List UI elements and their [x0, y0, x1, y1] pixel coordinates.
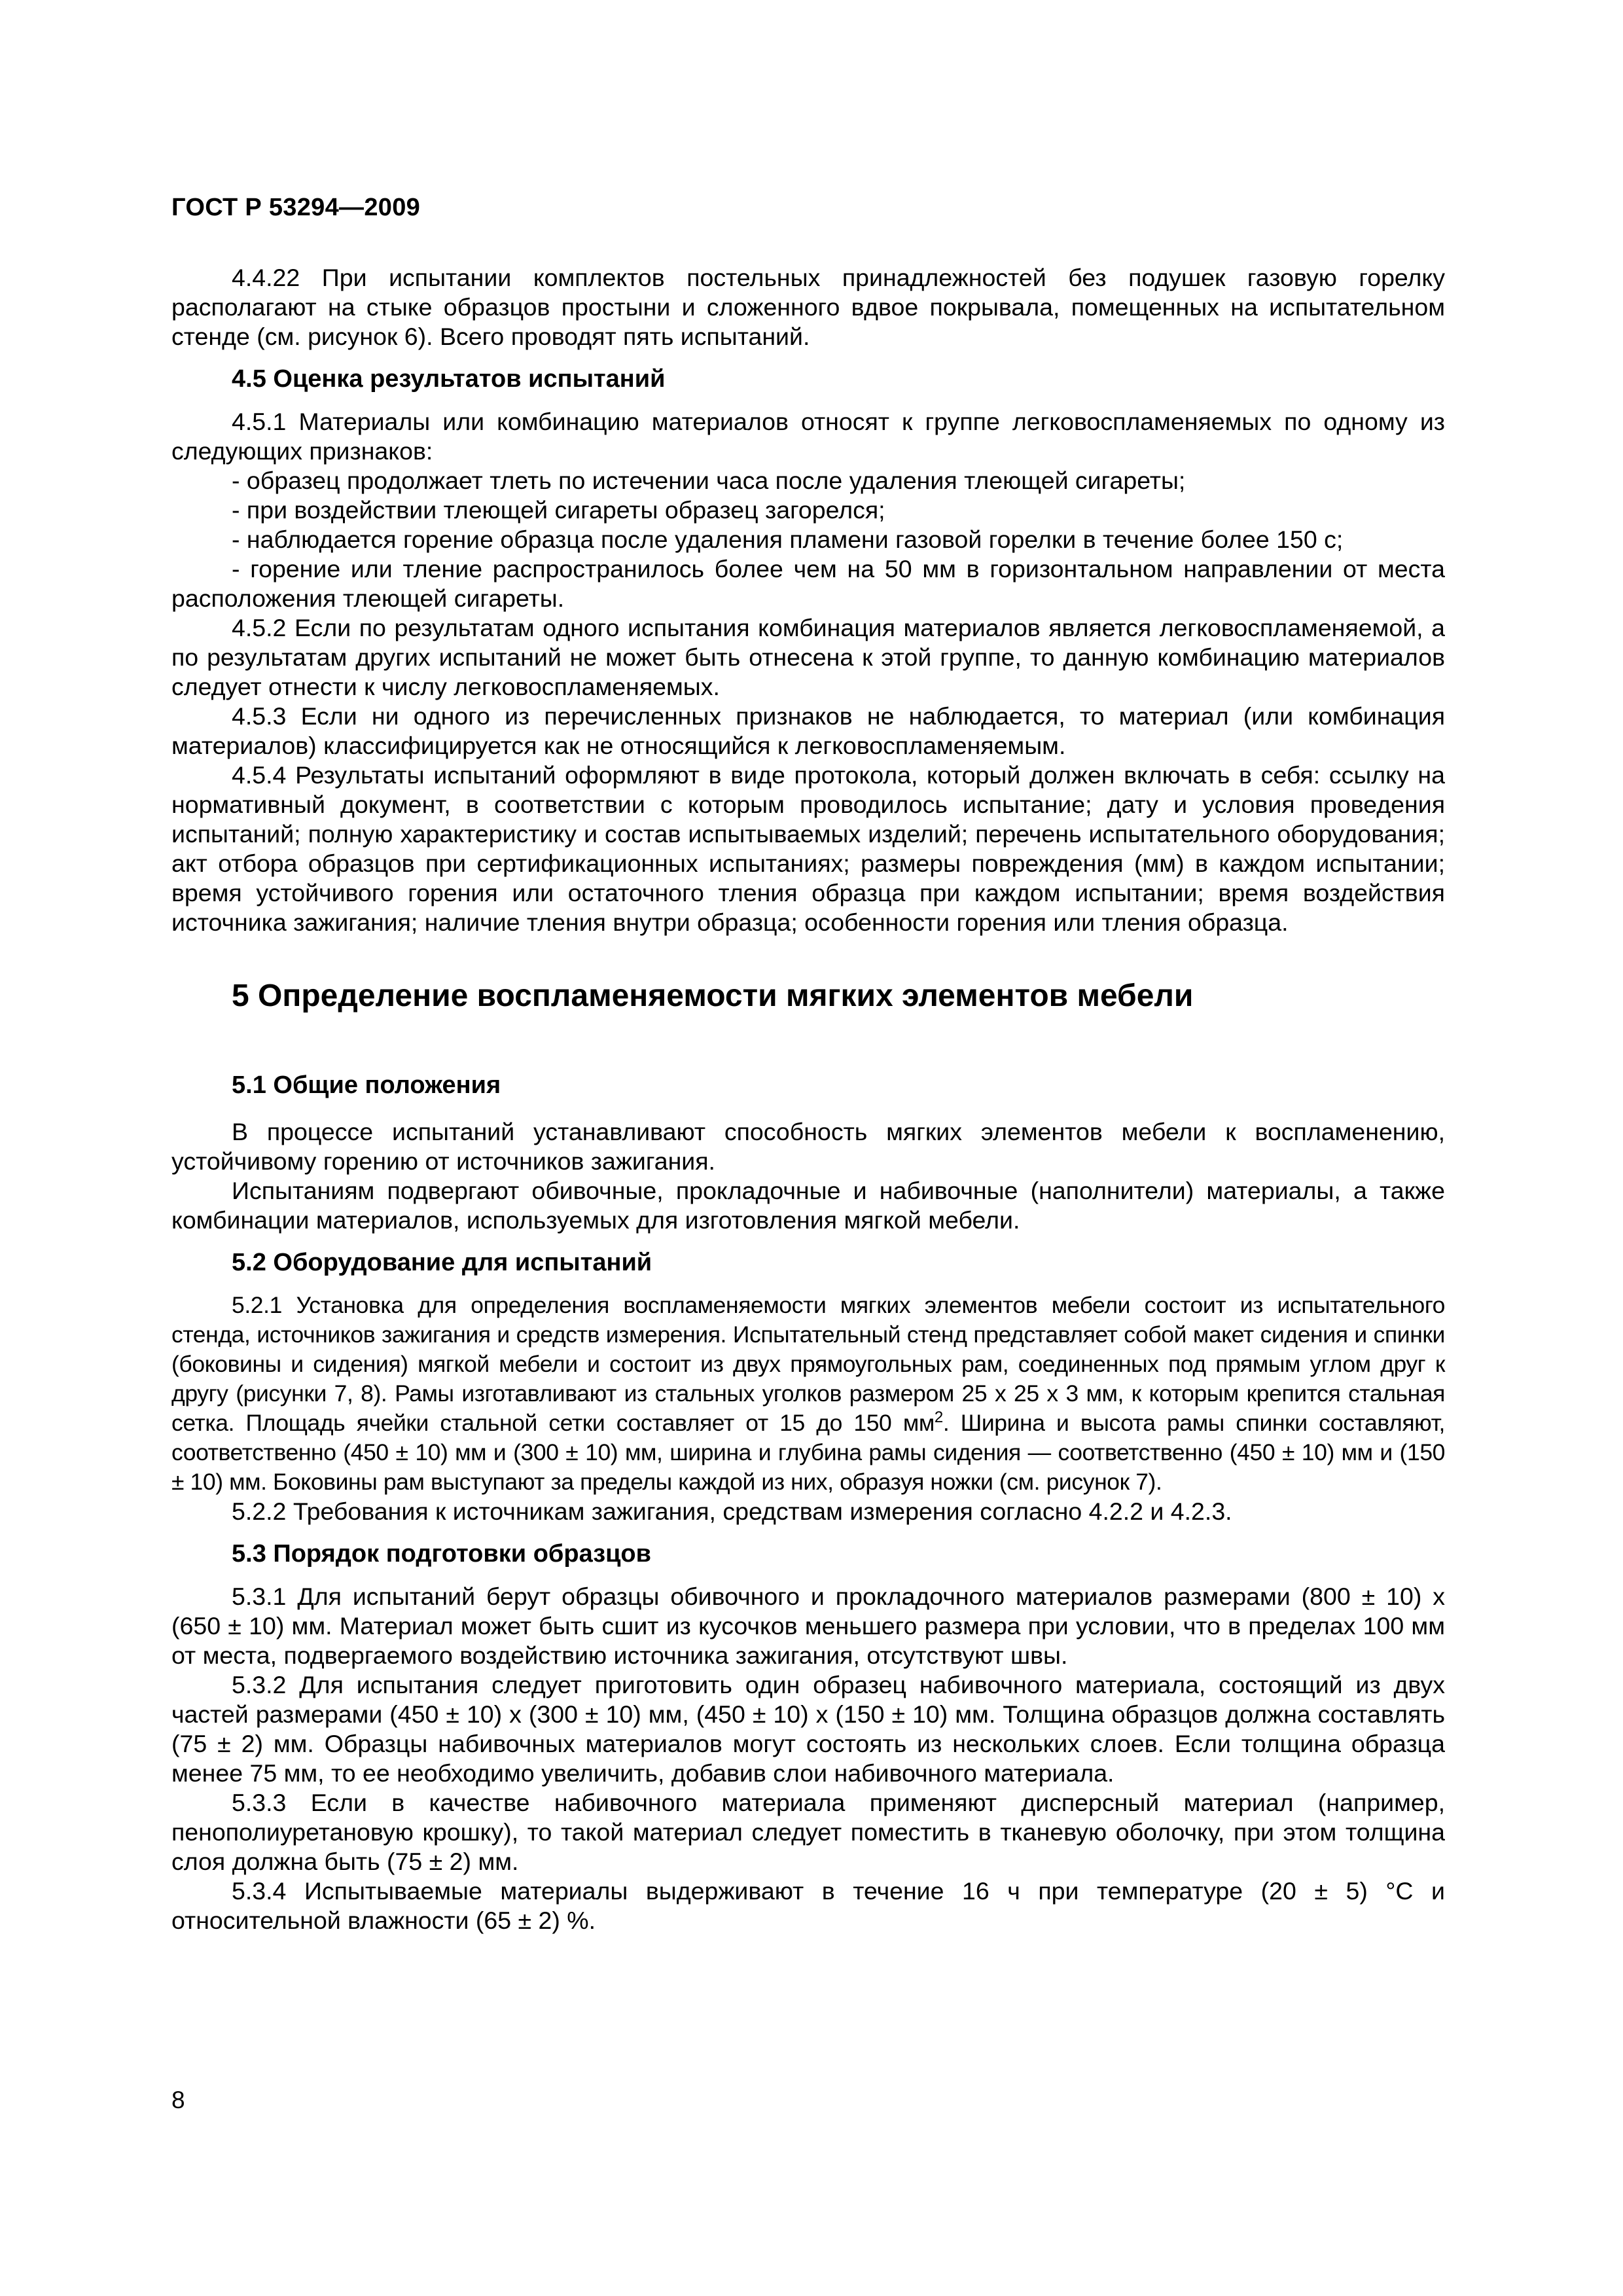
- paragraph-4-4-22: 4.4.22 При испытании комплектов постельных принадлежностей без подушек газовую горелку располагают на стыке образцов простыни и сложенного вдвое покрывала, помещенных на испытательном стенде (см. рисунок 6). Всего проводят пять испытаний.: [171, 264, 1445, 350]
- superscript-2: 2: [934, 1408, 943, 1427]
- paragraph-5-2-2: 5.2.2 Требования к источникам зажигания, средствам измерения согласно 4.2.2 и 4.2.3.: [232, 1498, 1232, 1525]
- section-heading-5: 5 Определение воспламеняемости мягких элементов мебели: [232, 978, 1194, 1013]
- paragraph-5-3-2: 5.3.2 Для испытания следует приготовить один образец набивочного материала, состоящий из двух частей размерами (450 ± 10) x (300 ± 10) мм, (450 ± 10) x (150 ± 10) мм. Толщина образцов должна составлять (75 ± 2) мм. Образцы набивочных материалов могут состоять из нескольких слоев. Если толщина образца менее 75 мм, то ее необходимо увеличить, добавив слои набивочного материала.: [171, 1671, 1445, 1787]
- list-item-criterion-3: - наблюдается горение образца после удаления пламени газовой горелки в течение более 150 с;: [232, 526, 1344, 553]
- paragraph-5-2-1-part-a: 5.2.1 Установка для определения воспламеняемости мягких элементов мебели состоит из испытательного стенда, источников зажигания и средств измерения. Испытательный стенд представляет собой макет сидения и спинки (боковины и сидения) мягкой мебели и состоит из двух прямоугольных рам, соединенных под прямым углом друг к другу (рисунки 7, 8).: [171, 1292, 1445, 1407]
- list-item-criterion-2: - при воздействии тлеющей сигареты образец загорелся;: [232, 496, 885, 524]
- paragraph-4-5-3: 4.5.3 Если ни одного из перечисленных признаков не наблюдается, то материал (или комбинация материалов) классифицируется как не относящийся к легковоспламеняемым.: [171, 702, 1445, 759]
- paragraph-5-3-3: 5.3.3 Если в качестве набивочного материала применяют дисперсный материал (например, пенополиуретановую крошку), то такой материал следует поместить в тканевую оболочку, при этом толщина слоя должна быть (75 ± 2) мм.: [171, 1789, 1445, 1875]
- subsection-heading-5-3: 5.3 Порядок подготовки образцов: [232, 1540, 652, 1568]
- list-item-criterion-4: - горение или тление распространилось более чем на 50 мм в горизонтальном направлении от места расположения тлеющей сигареты.: [171, 555, 1445, 612]
- list-item-criterion-1: - образец продолжает тлеть по истечении часа после удаления тлеющей сигареты;: [232, 467, 1186, 494]
- paragraph-5-3-4: 5.3.4 Испытываемые материалы выдерживают в течение 16 ч при температуре (20 ± 5) °С и относительной влажности (65 ± 2) %.: [171, 1877, 1445, 1934]
- subsection-heading-5-2: 5.2 Оборудование для испытаний: [232, 1249, 652, 1276]
- paragraph-5-2-1-part-b: Рамы изготавливают из стальных уголков размером 25 x 25 x 3 мм, к которым крепится стальная сетка. Площадь ячейки стальной сетки составляет от 15 до 150 мм: [171, 1380, 1446, 1436]
- document-header: ГОСТ Р 53294—2009: [171, 194, 421, 221]
- subsection-heading-5-1: 5.1 Общие положения: [232, 1071, 501, 1099]
- paragraph-4-5-4: 4.5.4 Результаты испытаний оформляют в виде протокола, который должен включать в себя: ссылку на нормативный документ, в соответствии с которым проводилось испытание; дату и условия проведения испытаний; полную характеристику и состав испытываемых изделий; перечень испытательного оборудования; акт отбора образцов при сертификационных испытаниях; размеры повреждения (мм) в каждом испытании; время устойчивого горения или остаточного тления образца при каждом испытании; время воздействия источника зажигания; наличие тления внутри образца; особенности горения или тления образца.: [171, 761, 1445, 936]
- paragraph-5-3-1: 5.3.1 Для испытаний берут образцы обивочного и прокладочного материалов размерами (800 ± 10) x (650 ± 10) мм. Материал может быть сшит из кусочков меньшего размера при условии, что в пределах 100 мм от места, подвергаемого воздействию источника зажигания, отсутствуют швы.: [171, 1583, 1445, 1669]
- paragraph-4-5-2: 4.5.2 Если по результатам одного испытания комбинация материалов является легковоспламеняемой, а по результатам других испытаний не может быть отнесена к этой группе, то данную комбинацию материалов следует отнести к числу легковоспламеняемых.: [171, 614, 1445, 700]
- subsection-heading-4-5: 4.5 Оценка результатов испытаний: [232, 365, 666, 393]
- page-number: 8: [171, 2087, 185, 2113]
- paragraph-5-1-a: В процессе испытаний устанавливают способность мягких элементов мебели к воспламенению, устойчивому горению от источников зажигания.: [171, 1118, 1445, 1175]
- paragraph-5-2-1: [171, 1291, 1445, 1497]
- paragraph-5-2-1-part-c: . Ширина и высота рамы спинки составляют, соответственно (450 ± 10) мм и (300 ± 10) мм, ширина и глубина рамы сидения — соответственно (450 ± 10) мм и (150 ± 10) мм. Боковины рам выступают за пределы каждой из них, образуя ножки (см. рисунок 7).: [171, 1410, 1445, 1495]
- paragraph-5-1-b: Испытаниям подвергают обивочные, прокладочные и набивочные (наполнители) материалы, а также комбинации материалов, используемых для изготовления мягкой мебели.: [171, 1177, 1445, 1234]
- page-content: [171, 263, 1445, 1935]
- paragraph-4-5-1: 4.5.1 Материалы или комбинацию материалов относят к группе легковоспламеняемых по одному из следующих признаков:: [171, 408, 1445, 465]
